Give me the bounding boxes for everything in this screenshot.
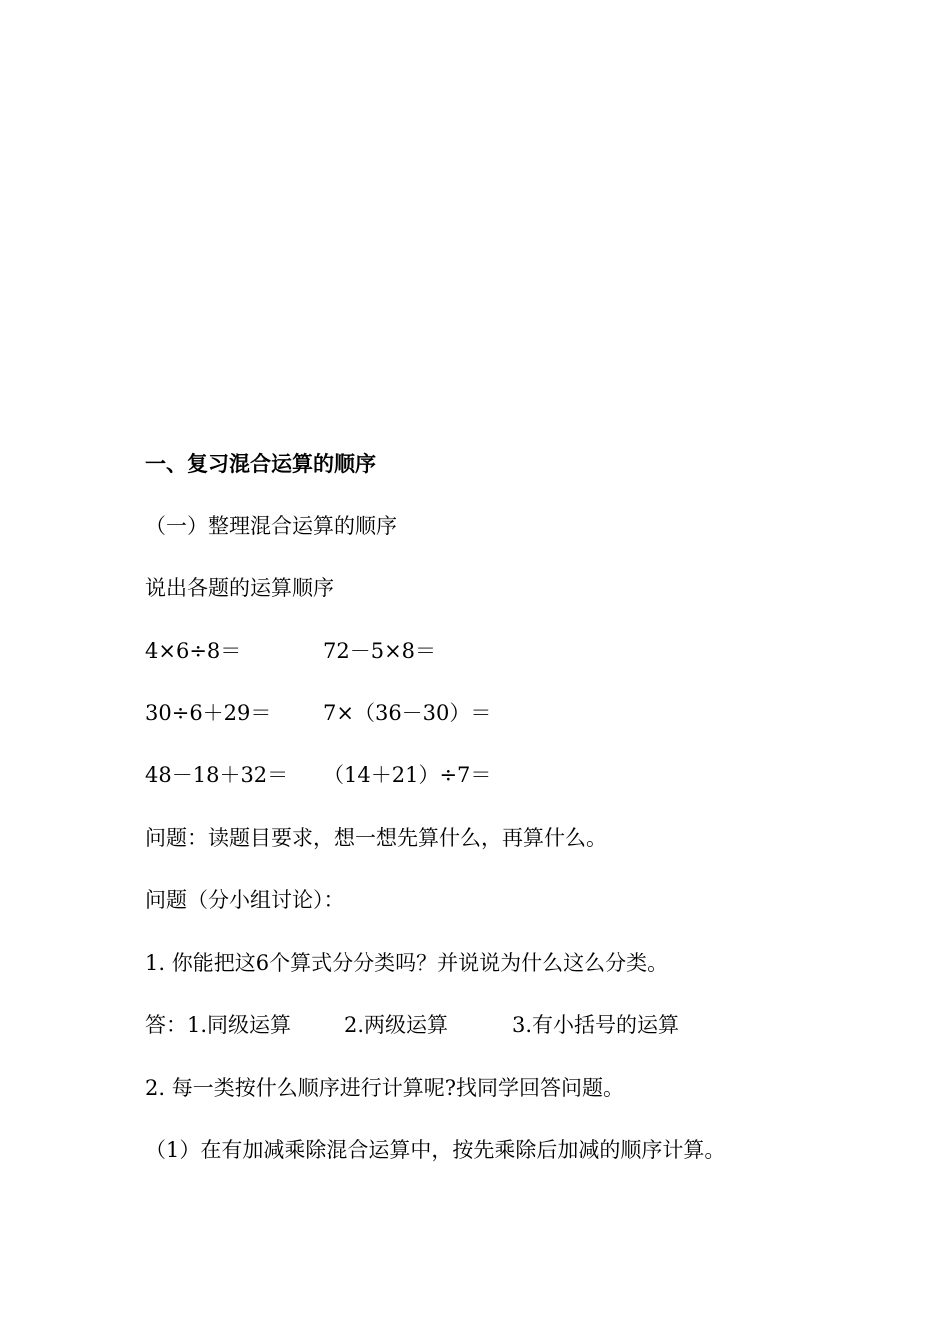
expression-right: （14＋21）÷7＝ [323, 763, 492, 787]
answer-part-1: 1.同级运算 [187, 1013, 292, 1037]
expression-left: 4×6÷8＝ [145, 639, 242, 663]
expression-left: 48－18＋32＝ [145, 763, 289, 787]
expression-row-2 [145, 699, 271, 727]
list-item-1: 1. 你能把这6个算式分分类吗？并说说为什么这么分类。 [145, 951, 669, 975]
question-text: 问题：读题目要求，想一想先算什么，再算什么。 [145, 826, 607, 850]
subheading: （一）整理混合运算的顺序 [145, 514, 397, 538]
instruction-text: 说出各题的运算顺序 [145, 576, 334, 600]
expression-left: 30÷6＋29＝ [145, 701, 272, 725]
expression-right: 72－5×8＝ [323, 639, 437, 663]
list-item-2-1: （1）在有加减乘除混合运算中，按先乘除后加减的顺序计算。 [145, 1138, 726, 1162]
list-item-2: 2. 每一类按什么顺序进行计算呢?找同学回答问题。 [145, 1076, 624, 1100]
answer-part-2: 2.两级运算 [344, 1013, 449, 1037]
expression-row-3 [145, 761, 288, 789]
expression-row-1 [145, 637, 241, 665]
answer-row [145, 1011, 291, 1039]
section-heading: 一、复习混合运算的顺序 [145, 451, 376, 476]
expression-right: 7×（36－30）＝ [323, 701, 492, 725]
answer-prefix: 答： [145, 1013, 187, 1037]
discussion-question: 问题（分小组讨论）： [145, 888, 345, 912]
answer-part-3: 3.有小括号的运算 [512, 1013, 680, 1037]
